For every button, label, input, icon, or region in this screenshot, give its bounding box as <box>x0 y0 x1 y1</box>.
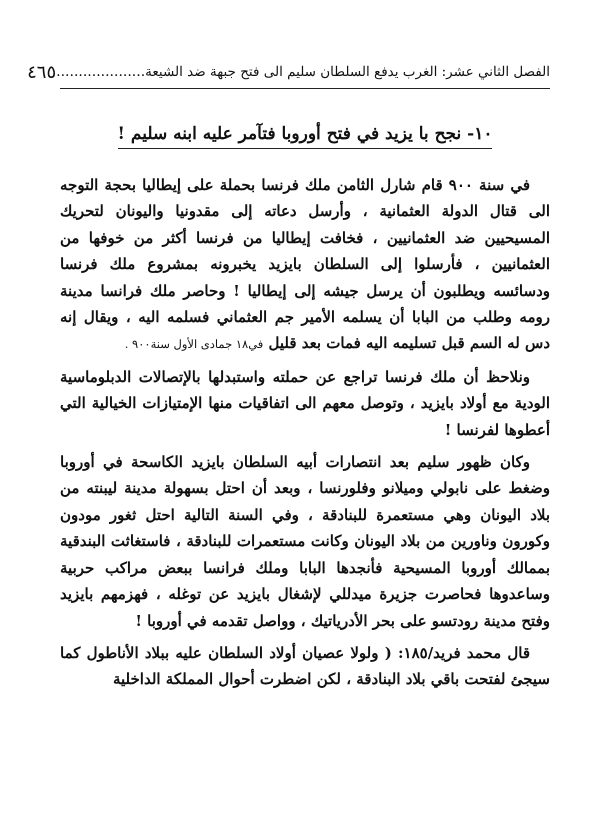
paragraph-1 <box>60 172 550 358</box>
paragraph-1-text: في سنة ٩٠٠ قام شارل الثامن ملك فرنسا بحملة على إيطاليا بحجة التوجه الى قتال الدولة العثمانية ، وأرسل دعاته إلى مقدونيا واليونان لتحريك المسيحيين ضد العثمانيين ، فخافت إيطاليا من فرنسا أكثر من خوفها من العثمانيين ، فأرسلوا إلى السلطان بايزيد يخبرونه بمشروع ملك فرنسا ودسائسه ويطلبون أن يرسل جيشه إلى إيطاليا ! وحاصر ملك فرانسا مدينة رومه وطلب من البابا أن يسلمه الأمير جم العثماني فسلمه اليه ، ويقال إنه دس له السم قبل تسليمه اليه فمات بعد قليل <box>60 176 550 353</box>
section-title: ١٠- نجح با يزيد في فتح أوروبا فتآمر عليه ابنه سليم ! <box>118 124 493 149</box>
paragraph-2: ونلاحظ أن ملك فرنسا تراجع عن حملته واستبدلها بالإتصالات الدبلوماسية الودية مع أولاد بايزيد ، وتوصل معهم الى اتفاقيات منها الإمتيازات الخيالية التي أعطوها لفرنسا ! <box>60 367 550 439</box>
paragraph-3: وكان ظهور سليم بعد انتصارات أبيه السلطان بايزيد الكاسحة في أوروبا وضغط على نابولي وميلانو وفلورنسا ، وبعد أن احتل بسهولة مدينة ليبنته من بلاد اليونان وهي مستعمرة للبنادقة ، وفي السنة التالية احتل ثغور مودون وكورون وناورين من بلاد اليونان وكانت مستعمرات للبنادقة ، فاستغاثت البندقية بممالك أوروبا المسيحية فأنجدها البابا وملك فرانسا ببعض مراكب حربية وساعدوها فحاصرت جزيرة ميدللي لإشغال بايزيد عن توغله ، فهزمهم بايزيد وفتح مدينة رودتسو على بحر الأدرياتيك ، وواصل تقدمه في أوروبا ! <box>60 453 550 630</box>
header-rule <box>60 88 550 89</box>
paragraph-1-date: في١٨ جمادى الأول سنة٩٠٠ . <box>124 337 264 352</box>
running-header <box>27 60 550 84</box>
page-number: ٤٦٥ <box>27 61 57 83</box>
chapter-title-group <box>56 64 550 80</box>
section-heading <box>60 124 550 149</box>
chapter-title: الفصل الثاني عشر: الغرب يدفع السلطان سليم الى فتح جبهة ضد الشيعة <box>145 64 550 80</box>
paragraph-4: قال محمد فريد/١٨٥: ( ولولا عصيان أولاد السلطان عليه ببلاد الأناطول كما سيجئ لفتحت باقي بلاد البنادقة ، لكن اضطرت أحوال المملكة الداخلية <box>60 643 550 689</box>
body-text <box>60 172 550 699</box>
leader-dots: .................... <box>56 64 146 80</box>
